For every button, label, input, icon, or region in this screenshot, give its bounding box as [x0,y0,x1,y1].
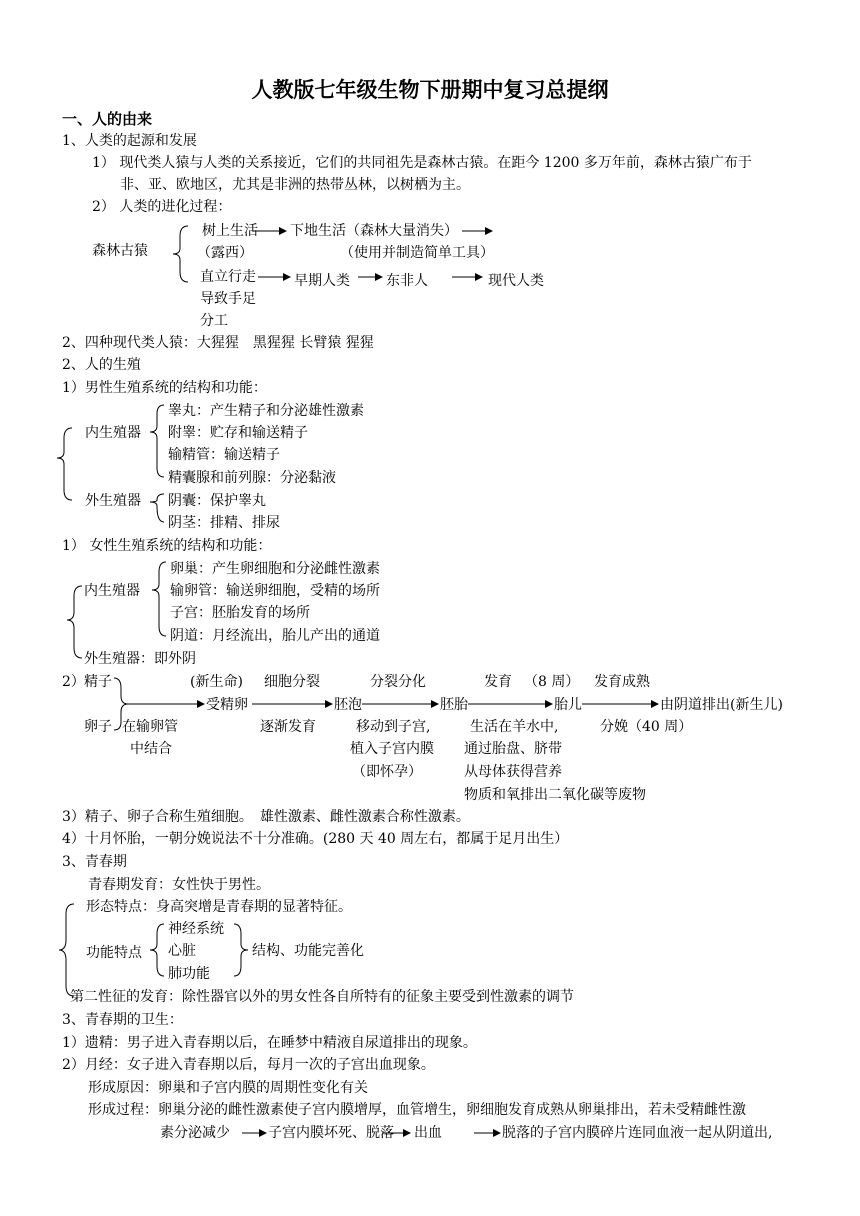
section-heading-reproduction: 2、人的生殖 [62,357,141,373]
puberty-function-result: 结构、功能完善化 [252,943,364,959]
hygiene-menstruation: 2）月经：女子进入青春期以后，每月一次的子宫出血现象。 [62,1057,435,1073]
dev-birth: 由阴道排出(新生儿) [660,697,783,713]
puberty-heart: 心脏 [168,943,196,959]
menstruation-cause: 形成原因：卵巢和子宫内膜的周期性变化有关 [88,1080,368,1096]
female-vagina: 阴道：月经流出，胎儿产出的通道 [170,628,380,644]
menstruation-process-5: 脱落的子宫内膜碎片连同血液一起从阴道出, [502,1125,773,1141]
dev-sperm: 精子 [84,674,112,690]
puberty-result-brace [234,924,248,976]
dev-live-1: 生活在羊水中, [470,719,559,735]
male-epididymis: 附睾：贮存和输送精子 [168,425,308,441]
evo-modern-human: 现代人类 [488,273,544,289]
dev-blastocyst: 胚泡 [334,697,362,713]
male-outer-brace [57,428,72,500]
dev-live-2: 通过胎盘、脐带 [464,741,562,757]
evo-tree-life: 树上生活 [202,223,258,239]
dev-move-1: 移动到子宫, [356,719,431,735]
female-inner-label: 内生殖器 [84,583,140,599]
paragraph-apes-relation: 1） 现代类人猿与人类的关系接近，它们的共同祖先是森林古猿。在距今 1200 多万年前，森林古猿广布于 [92,155,752,171]
dev-number: 2） [62,674,85,690]
dev-8-weeks: （8 周） [524,674,580,690]
menstruation-process-1: 形成过程：卵巢分泌的雌性激素使子宫内膜增厚，血管增生，卵细胞发育成熟从卵巢排出，若未受精雌性激 [88,1102,746,1118]
page-title: 人教版七年级生物下册期中复习总提纲 [251,78,609,102]
dev-differentiation: 分裂分化 [370,674,426,690]
section-heading-origin: 一、人的由来 [62,110,153,128]
four-apes-line: 2、四种现代类人猿：大猩猩 黑猩猩 长臂猿 猩猩 [62,335,374,351]
female-system-title: 1） 女性生殖系统的结构和功能： [62,538,272,554]
evo-ground-life: 下地生活（森林大量消失） [290,223,458,239]
menstruation-process-3: 子宫内膜坏死、脱落 [268,1125,394,1141]
dev-move-2: 植入子宫内膜 [350,741,434,757]
dev-fetus: 胎儿 [554,697,582,713]
female-oviduct: 输卵管：输送卵细胞，受精的场所 [170,583,380,599]
evo-root: 森林古猿 [92,243,148,259]
dev-move-3: （即怀孕） [352,764,422,780]
dev-live-4: 物质和氧排出二氧化碳等废物 [464,787,646,803]
menstruation-process-2: 素分泌减少 [160,1125,230,1141]
dev-embryo: 胚胎 [440,697,468,713]
dev-egg: 卵子 [84,719,112,735]
evo-tools: （使用并制造简单工具） [340,245,494,261]
female-outer-label: 外生殖器：即外阴 [84,651,196,667]
male-outer-sub-brace [150,494,164,522]
puberty-function-brace [150,924,164,976]
hygiene-emission: 1）遗精：男子进入青春期以后，在睡梦中精液自尿道排出的现象。 [62,1035,477,1051]
dev-zygote: 受精卵 [206,697,248,713]
dev-fert-2: 中结合 [130,741,172,757]
puberty-nervous: 神经系统 [168,921,224,937]
female-uterus: 子宫：胚胎发育的场所 [170,605,310,621]
evo-walk-2: 导致手足 [200,291,256,307]
evo-east-african: 东非人 [386,273,428,289]
note-pregnancy: 4）十月怀胎，一朝分娩说法不十分准确。(280 天 40 周左右，都属于足月出生） [62,831,569,847]
subsection-origin-development: 1、人类的起源和发展 [62,133,197,149]
menstruation-process-4: 出血 [414,1125,442,1141]
section-heading-hygiene: 3、青春期的卫生： [62,1012,183,1028]
dev-cell-division: 细胞分裂 [264,674,320,690]
puberty-form: 形态特点：身高突增是青春期的显著特征。 [86,899,352,915]
male-testis: 睾丸：产生精子和分泌雄性激素 [168,403,364,419]
male-system-title: 1）男性生殖系统的结构和功能： [62,380,267,396]
puberty-secondary-sex: 第二性征的发育：除性器官以外的男女性各自所特有的征象主要受到性激素的调节 [70,989,574,1005]
puberty-function-label: 功能特点 [86,945,142,961]
puberty-lung: 肺功能 [168,966,210,982]
evo-walk-3: 分工 [200,313,228,329]
dev-mature: 发育成熟 [594,674,650,690]
male-vas-deferens: 输精管：输送精子 [168,447,280,463]
male-inner-brace [150,405,164,477]
note-germ-cells: 3）精子、卵子合称生殖细胞。 雄性激素、雌性激素合称性激素。 [62,809,470,825]
female-inner-brace [152,562,166,636]
paragraph-evolution-title: 2） 人类的进化过程： [92,199,232,215]
puberty-development: 青春期发育：女性快于男性。 [88,877,270,893]
female-outer-brace [67,586,82,658]
male-scrotum: 阴囊：保护睾丸 [168,493,266,509]
dev-live-3: 从母体获得营养 [464,764,562,780]
male-inner-label: 内生殖器 [85,425,141,441]
evo-lucy: （露西） [197,245,253,261]
puberty-outer-brace [59,904,74,996]
paragraph-apes-habitat: 非、亚、欧地区，尤其是非洲的热带丛林，以树栖为主。 [120,177,470,193]
section-heading-puberty: 3、青春期 [62,854,127,870]
evo-early-human: 早期人类 [294,273,350,289]
dev-new-life: (新生命) [190,674,243,690]
dev-growth: 发育 [484,674,512,690]
male-outer-label: 外生殖器 [85,493,141,509]
male-glands: 精囊腺和前列腺：分泌黏液 [168,470,336,486]
male-penis: 阴茎：排精、排尿 [168,515,280,531]
dev-gradual: 逐渐发育 [260,719,316,735]
evo-brace [173,226,188,282]
female-ovary: 卵巢：产生卵细胞和分泌雌性激素 [170,561,380,577]
dev-fert-1: 在输卵管 [122,719,178,735]
evo-walk-1: 直立行走 [200,269,256,285]
dev-delivery: 分娩（40 周） [600,719,693,735]
